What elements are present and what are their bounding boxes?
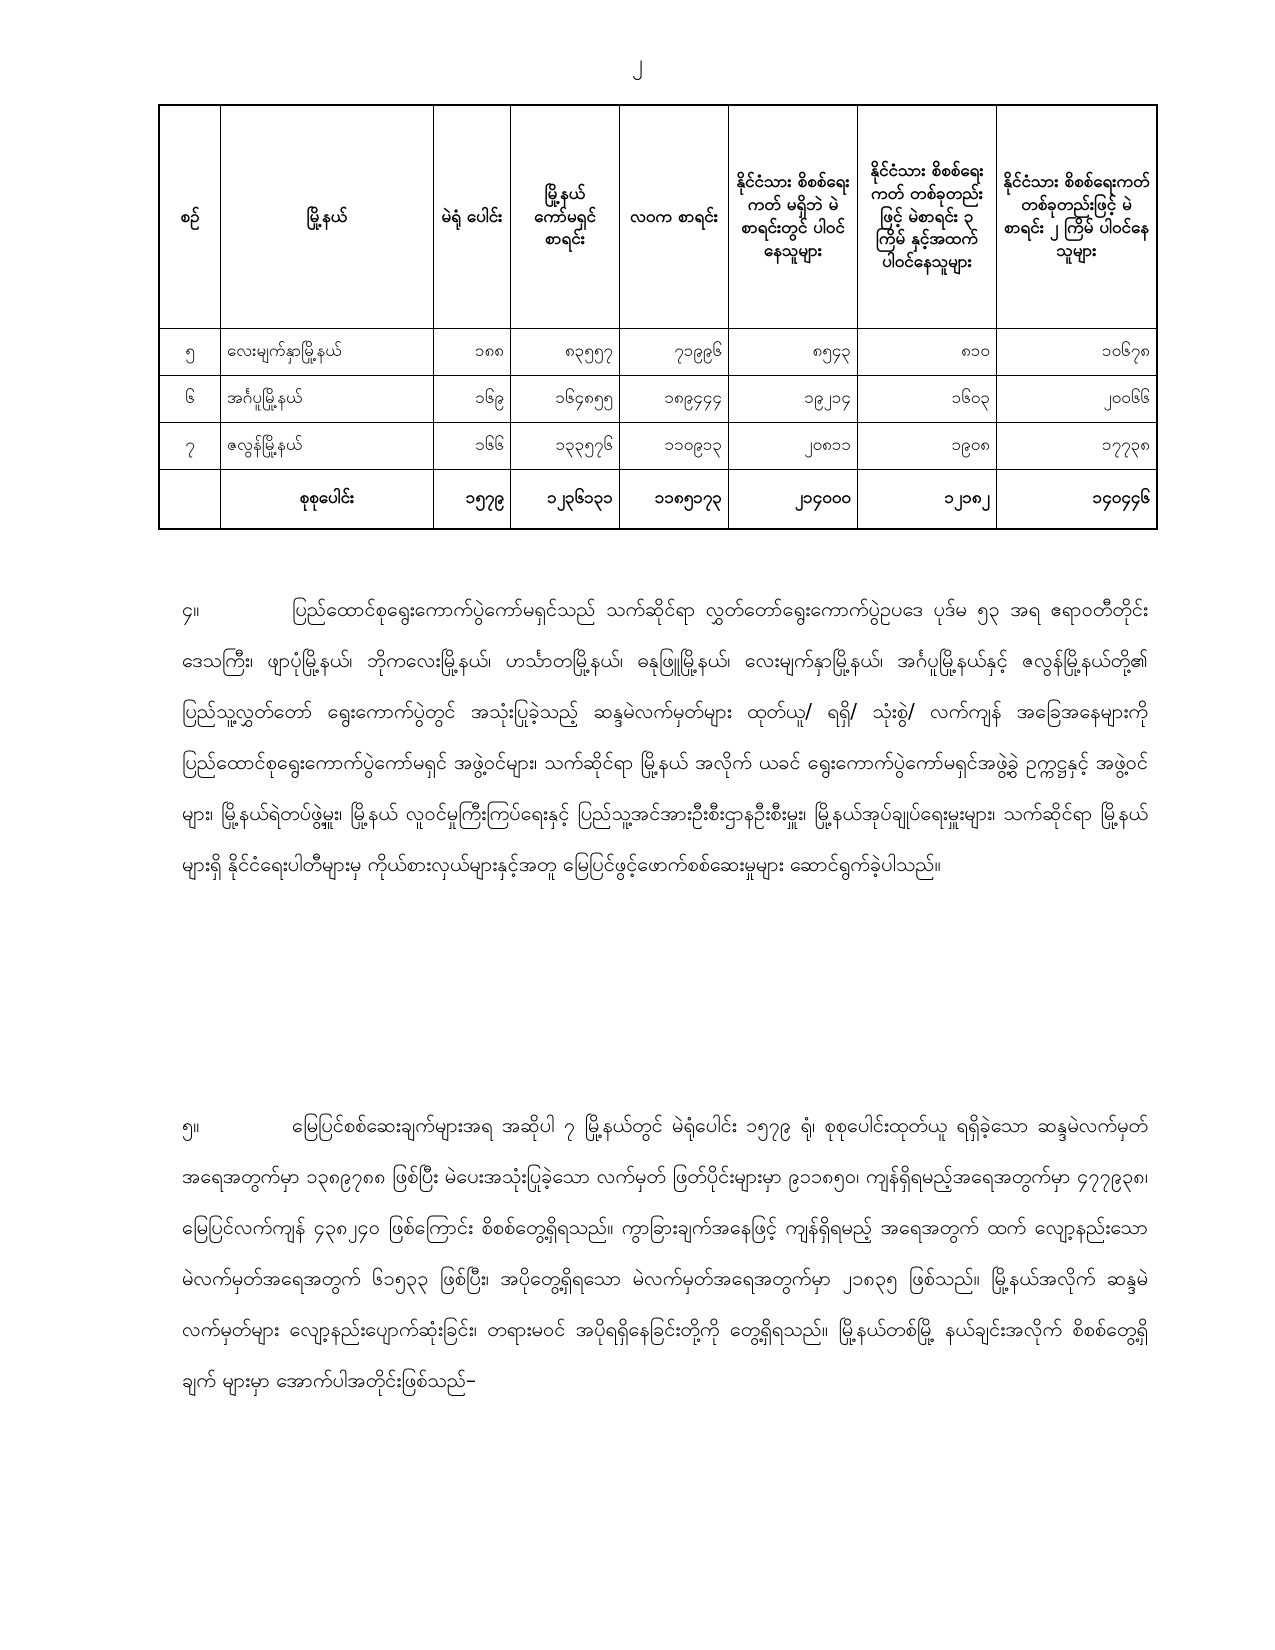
cell-immigration-list: ၁၈၉၄၄၄: [620, 376, 729, 423]
table-row: [159, 376, 1157, 423]
cell-commission-list: ၁၃၃၅၇၆: [511, 423, 620, 470]
cell-polling-stations: ၁၆၉: [434, 376, 511, 423]
header-two-times: နိုင်ငံသား စိစစ်ရေးကတ် တစ်ခုတည်းဖြင့် မဲစာရင်း ၂ ကြိမ် ပါဝင်နေသူများ: [997, 105, 1158, 329]
page-number: ၂: [632, 51, 643, 76]
cell-commission-list: ၈၃၅၅၇: [511, 329, 620, 376]
paragraph-5: [182, 1100, 1148, 1406]
cell-no-card: ၁၉၂၁၄: [729, 376, 858, 423]
cell-immigration-list: ၇၁၉၉၆: [620, 329, 729, 376]
table-total-row: [159, 470, 1157, 530]
cell-township: လေးမျက်နှာမြို့နယ်: [221, 329, 434, 376]
cell-commission-list: ၁၆၄၈၅၅: [511, 376, 620, 423]
cell-three-times: ၁၆၀၃: [858, 376, 997, 423]
table-row: [159, 423, 1157, 470]
cell-township: အင်္ဂပူမြို့နယ်: [221, 376, 434, 423]
header-serial: စဉ်: [159, 105, 221, 329]
paragraph-4-number: ၄။: [182, 597, 200, 621]
paragraph-5-number: ၅။: [182, 1113, 200, 1137]
total-commission-list: ၁၂၃၆၁၃၁: [511, 470, 620, 530]
total-immigration-list: ၁၁၈၅၁၇၃: [620, 470, 729, 530]
header-three-times: နိုင်ငံသား စိစစ်ရေးကတ် တစ်ခုတည်းဖြင့် မဲစာရင်း ၃ ကြိမ် နှင့်အထက် ပါဝင်နေသူများ: [858, 105, 997, 329]
total-polling-stations: ၁၅၇၉: [434, 470, 511, 530]
cell-total-blank: [159, 470, 221, 530]
header-polling-stations: မဲရုံ ပေါင်း: [434, 105, 511, 329]
cell-two-times: ၁၇၇၃၈: [997, 423, 1158, 470]
cell-immigration-list: ၁၁၀၉၁၃: [620, 423, 729, 470]
cell-no-card: ၂၀၈၁၁: [729, 423, 858, 470]
table-header-row: [159, 105, 1157, 329]
total-three-times: ၁၂၁၈၂: [858, 470, 997, 530]
cell-two-times: ၂၀၀၆၆: [997, 376, 1158, 423]
cell-township: ဇလွန်မြို့နယ်: [221, 423, 434, 470]
cell-serial: ၅: [159, 329, 221, 376]
header-commission-list: မြို့နယ် ကော်မရှင် စာရင်း: [511, 105, 620, 329]
paragraph-4-text: ပြည်ထောင်စုရွေးကောက်ပွဲကော်မရှင်သည် သက်ဆိုင်ရာ လွှတ်တော်ရွေးကောက်ပွဲဥပဒေ ပုဒ်မ ၅၃ အရ ဧရာဝတီတိုင်းဒေသကြီး၊ ဖျာပုံမြို့နယ်၊ ဘိုကလေးမြို့နယ်၊ ဟင်္သာတမြို့နယ်၊ ဓနုဖြူမြို့နယ်၊ လေးမျက်နှာမြို့နယ်၊ အင်္ဂပူမြို့နယ်နှင့် ဇလွန်မြို့နယ်တို့၏ ပြည်သူ့လွှတ်တော် ရွေးကောက်ပွဲတွင် အသုံးပြုခဲ့သည့် ဆန္ဒမဲလက်မှတ်များ ထုတ်ယူ/ ရရှိ/ သုံးစွဲ/ လက်ကျန် အခြေအနေများကို ပြည်ထောင်စုရွေးကောက်ပွဲကော်မရှင် အဖွဲ့ဝင်များ၊ သက်ဆိုင်ရာ မြို့နယ် အလိုက် ယခင် ရွေးကောက်ပွဲကော်မရှင်အဖွဲ့ခွဲ ဥက္ကဋ္ဌနှင့် အဖွဲ့ဝင်များ၊ မြို့နယ်ရဲတပ်ဖွဲ့မှူး၊ မြို့နယ် လူဝင်မှုကြီးကြပ်ရေးနှင့် ပြည်သူ့အင်အားဦးစီးဌာနဦးစီးမှူး၊ မြို့နယ်အုပ်ချုပ်ရေးမှူးများ၊ သက်ဆိုင်ရာ မြို့နယ်များရှိ နိုင်ငံရေးပါတီများမှ ကိုယ်စားလှယ်များနှင့်အတူ မြေပြင်ဖွင့်ဖောက်စစ်ဆေးမှုများ ဆောင်ရွက်ခဲ့ပါသည်။: [182, 597, 1148, 876]
cell-three-times: ၁၉၀၈: [858, 423, 997, 470]
cell-polling-stations: ၁၆၆: [434, 423, 511, 470]
header-township: မြို့နယ်: [221, 105, 434, 329]
cell-three-times: ၈၁၀: [858, 329, 997, 376]
total-label: စုစုပေါင်း: [221, 470, 434, 530]
paragraph-5-text: မြေပြင်စစ်ဆေးချက်များအရ အဆိုပါ ၇ မြို့နယ်တွင် မဲရုံပေါင်း ၁၅၇၉ ရုံ၊ စုစုပေါင်းထုတ်ယူ ရရှိခဲ့သော ဆန္ဒမဲလက်မှတ်အရေအတွက်မှာ ၁၃၈၉၇၈၈ ဖြစ်ပြီး မဲပေးအသုံးပြုခဲ့သော လက်မှတ် ဖြတ်ပိုင်းများမှာ ၉၁၁၈၅၀၊ ကျန်ရှိရမည့်အရေအတွက်မှာ ၄၇၇၉၃၈၊ မြေပြင်လက်ကျန် ၄၃၈၂၄၀ ဖြစ်ကြောင်း စိစစ်တွေ့ရှိရသည်။ ကွာခြားချက်အနေဖြင့် ကျန်ရှိရမည့် အရေအတွက် ထက် လျော့နည်းသော မဲလက်မှတ်အရေအတွက် ၆၁၅၃၃ ဖြစ်ပြီး၊ အပိုတွေ့ရှိရသော မဲလက်မှတ်အရေအတွက်မှာ ၂၁၈၃၅ ဖြစ်သည်။ မြို့နယ်အလိုက် ဆန္ဒမဲလက်မှတ်များ လျော့နည်းပျောက်ဆုံးခြင်း၊ တရားမဝင် အပိုရရှိနေခြင်းတို့ကို တွေ့ရှိရသည်။ မြို့နယ်တစ်မြို့ နယ်ချင်းအလိုက် စိစစ်တွေ့ရှိချက် များမှာ အောက်ပါအတိုင်းဖြစ်သည်–: [182, 1113, 1148, 1392]
header-immigration-list: လဝက စာရင်း: [620, 105, 729, 329]
paragraph-4: [182, 584, 1148, 890]
total-two-times: ၁၄၀၄၄၆: [997, 470, 1158, 530]
cell-two-times: ၁၀၆၇၈: [997, 329, 1158, 376]
header-no-card: နိုင်ငံသား စိစစ်ရေးကတ် မရှိဘဲ မဲစာရင်းတွင် ပါဝင်နေသူများ: [729, 105, 858, 329]
total-no-card: ၂၁၄၀၀၀: [729, 470, 858, 530]
table-row: [159, 329, 1157, 376]
cell-no-card: ၈၅၄၃: [729, 329, 858, 376]
cell-polling-stations: ၁၈၈: [434, 329, 511, 376]
cell-serial: ၇: [159, 423, 221, 470]
cell-serial: ၆: [159, 376, 221, 423]
voter-list-table: [158, 104, 1158, 530]
